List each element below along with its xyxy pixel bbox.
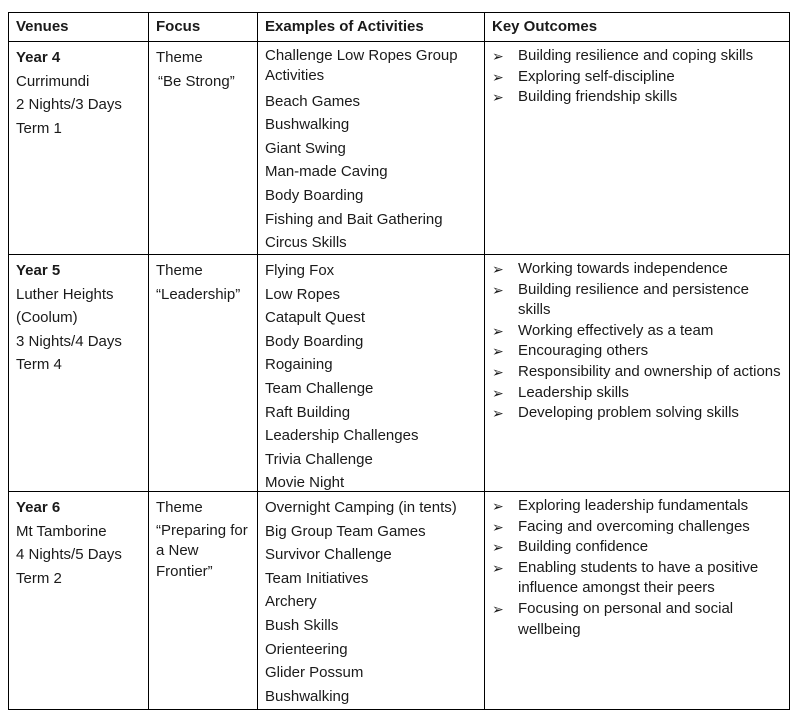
venue-line: 3 Nights/4 Days	[16, 332, 122, 350]
activity-item: Orienteering	[265, 640, 348, 658]
table-border-right	[789, 12, 790, 710]
activity-item: Challenge Low Ropes Group Activities	[265, 47, 458, 84]
activity-item: Fishing and Bait Gathering	[265, 210, 443, 228]
header-focus: Focus	[156, 18, 201, 35]
activity-item: Big Group Team Games	[265, 522, 426, 540]
outcome-item	[492, 280, 782, 321]
focus-cell	[148, 491, 257, 710]
activity-item: Low Ropes	[265, 285, 341, 303]
arrow-bullet-icon: ➢	[492, 363, 504, 380]
activity-item: Bushwalking	[265, 116, 350, 134]
outcome-item	[492, 599, 782, 640]
activity-item: Beach Games	[265, 92, 361, 110]
activity-item: Flying Fox	[265, 262, 335, 279]
outcomes-list	[492, 46, 782, 108]
table-rule	[8, 491, 790, 492]
column-divider	[484, 12, 485, 710]
focus-line: Theme	[156, 262, 203, 279]
outcome-item	[492, 403, 782, 424]
arrow-bullet-icon: ➢	[492, 343, 504, 360]
activity-item: Man-made Caving	[265, 163, 388, 181]
arrow-bullet-icon: ➢	[492, 405, 504, 422]
activity-item: Raft Building	[265, 403, 351, 421]
outcome-text: Leadership skills	[518, 383, 629, 401]
table-row	[8, 254, 790, 491]
activity-item: Giant Swing	[265, 139, 346, 157]
activity-item: Team Initiatives	[265, 569, 369, 587]
header-outcomes: Key Outcomes	[492, 18, 598, 35]
activity-item: Bushwalking	[265, 687, 350, 705]
outcomes-list	[492, 496, 782, 640]
outcome-item	[492, 517, 782, 538]
outcome-text: Working towards independence	[518, 260, 728, 277]
outcome-item	[492, 259, 782, 280]
outcome-text: Building confidence	[518, 538, 649, 556]
activity-item: Bush Skills	[265, 616, 339, 634]
activity-item: Archery	[265, 593, 317, 611]
outcome-text: Enabling students to have a positive influence amongst their peers	[518, 558, 759, 597]
activity-item: Catapult Quest	[265, 309, 366, 327]
venue-line: 2 Nights/3 Days	[16, 96, 122, 114]
table-border-top	[8, 12, 790, 13]
venue-year: Year 5	[16, 262, 61, 279]
venue-cell	[8, 41, 148, 254]
activity-item: Circus Skills	[265, 234, 347, 252]
arrow-bullet-icon: ➢	[492, 48, 504, 64]
venue-line: Currimundi	[16, 72, 90, 90]
activity-item: Body Boarding	[265, 332, 364, 350]
activity-item: Rogaining	[265, 356, 333, 374]
outcome-text: Building resilience and persistence skills	[518, 280, 749, 319]
focus-cell	[148, 254, 257, 491]
activity-item: Body Boarding	[265, 186, 364, 204]
venue-cell	[8, 491, 148, 710]
focus-line: Theme	[156, 499, 203, 516]
arrow-bullet-icon: ➢	[492, 559, 504, 576]
outcome-text: Encouraging others	[518, 342, 649, 360]
activities-cell	[257, 491, 484, 710]
arrow-bullet-icon: ➢	[492, 539, 504, 556]
venues-table	[8, 12, 790, 710]
outcome-text: Responsibility and ownership of actions	[518, 362, 781, 380]
venue-line: Term 2	[16, 569, 62, 587]
outcome-text: Working effectively as a team	[518, 321, 714, 339]
outcome-text: Focusing on personal and social wellbeing	[518, 599, 734, 638]
activity-item: Team Challenge	[265, 379, 374, 397]
outcome-text: Building friendship skills	[518, 88, 678, 106]
outcomes-cell	[484, 491, 790, 710]
table-rule	[8, 254, 790, 255]
outcome-text: Building resilience and coping skills	[518, 47, 754, 64]
table-row	[8, 491, 790, 710]
arrow-bullet-icon: ➢	[492, 498, 504, 514]
outcomes-cell	[484, 41, 790, 254]
activity-item: Survivor Challenge	[265, 546, 392, 564]
outcome-item	[492, 87, 782, 108]
venue-line: Mt Tamborine	[16, 522, 107, 540]
outcome-item	[492, 496, 782, 517]
outcome-item	[492, 537, 782, 558]
table-border-bottom	[8, 709, 790, 710]
venue-line: (Coolum)	[16, 309, 78, 327]
outcome-text: Exploring leadership fundamentals	[518, 497, 749, 514]
outcome-text: Facing and overcoming challenges	[518, 517, 750, 535]
arrow-bullet-icon: ➢	[492, 384, 504, 401]
venue-year: Year 4	[16, 49, 61, 66]
table-row	[8, 41, 790, 254]
arrow-bullet-icon: ➢	[492, 281, 504, 298]
venue-year: Year 6	[16, 499, 61, 516]
activities-cell	[257, 41, 484, 254]
venue-line: Term 1	[16, 119, 62, 137]
arrow-bullet-icon: ➢	[492, 89, 504, 106]
outcome-item	[492, 46, 782, 67]
arrow-bullet-icon: ➢	[492, 68, 504, 85]
focus-line: “Leadership”	[156, 285, 241, 303]
outcome-text: Exploring self-discipline	[518, 67, 675, 85]
header-row	[8, 12, 790, 41]
venue-cell	[8, 254, 148, 491]
activity-item: Overnight Camping (in tents)	[265, 499, 457, 516]
arrow-bullet-icon: ➢	[492, 518, 504, 535]
outcomes-cell	[484, 254, 790, 491]
arrow-bullet-icon: ➢	[492, 322, 504, 339]
table-rule	[8, 41, 790, 42]
activities-cell	[257, 254, 484, 491]
venue-line: Term 4	[16, 356, 62, 374]
column-divider	[148, 12, 149, 710]
arrow-bullet-icon: ➢	[492, 600, 504, 617]
outcome-item	[492, 341, 782, 362]
outcome-item	[492, 383, 782, 404]
activity-item: Glider Possum	[265, 664, 364, 682]
outcome-item	[492, 67, 782, 88]
focus-line: “Be Strong”	[158, 72, 235, 90]
header-activities: Examples of Activities	[265, 18, 424, 35]
arrow-bullet-icon: ➢	[492, 261, 504, 277]
outcome-item	[492, 362, 782, 383]
header-venues: Venues	[16, 18, 69, 35]
outcome-item	[492, 321, 782, 342]
venue-line: 4 Nights/5 Days	[16, 546, 122, 564]
focus-line: Theme	[156, 49, 203, 66]
activity-item: Movie Night	[265, 474, 345, 492]
venue-line: Luther Heights	[16, 285, 114, 303]
focus-line: “Preparing for a New Frontier”	[156, 521, 248, 580]
outcomes-list	[492, 259, 782, 424]
table-border-left	[8, 12, 9, 710]
focus-cell	[148, 41, 257, 254]
column-divider	[257, 12, 258, 710]
outcome-item	[492, 558, 782, 599]
activity-item: Leadership Challenges	[265, 427, 419, 445]
activity-item: Trivia Challenge	[265, 450, 373, 468]
outcome-text: Developing problem solving skills	[518, 404, 739, 422]
